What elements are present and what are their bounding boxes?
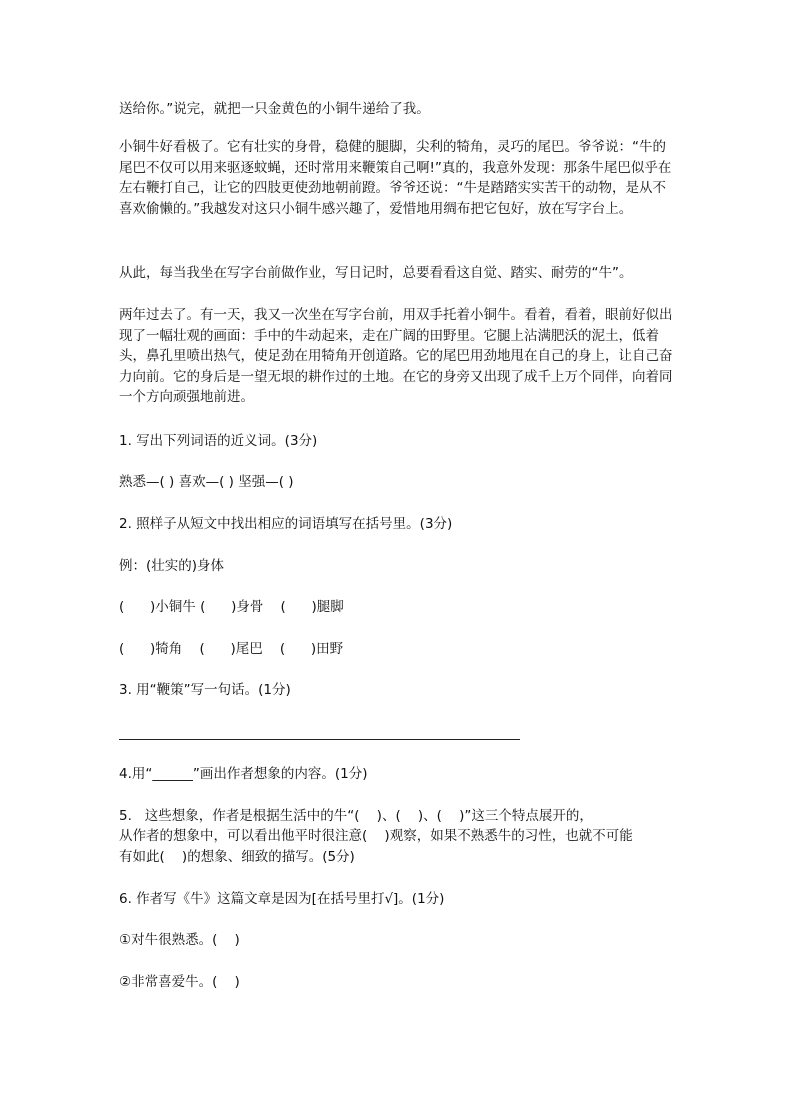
question-5-line-2: 从作者的想象中，可以看出他平时很注意( )观察，如果不熟悉牛的习性，也就不可能	[119, 828, 633, 844]
question-1-blanks[interactable]: 熟悉—( ) 喜欢—( ) 坚强—( )	[119, 474, 294, 490]
question-6: 6. 作者写《牛》这篇文章是因为[在括号里打√]。(1分)	[119, 891, 445, 907]
passage-body-2	[119, 305, 679, 408]
question-4: 4.用“______”画出作者想象的内容。(1分)	[119, 766, 368, 782]
question-2-example: 例：(壮实的)身体	[119, 558, 225, 574]
paragraph-two-years: 两年过去了。有一天，我又一次坐在写字台前，用双手托着小铜牛。看着，看着，眼前好似出现了一幅壮观的画面：手中的牛动起来，走在广阔的田野里。它腿上沾满肥沃的泥土，低着头，鼻孔里喷出热气，使足劲在用犄角开创道路。它的尾巴用劲地甩在自己的身上，让自己奋力向前。它的身后是一望无垠的耕作过的土地。在它的身旁又出现了成千上万个同伴，向着同一个方向顽强地前进。	[119, 307, 673, 405]
paragraph-from-then: 从此，每当我坐在写字台前做作业，写日记时，总要看看这自觉、踏实、耐劳的“牛”。	[119, 265, 633, 281]
question-6-option-2[interactable]: ②非常喜爱牛。( )	[119, 974, 240, 990]
passage-first-line: 送给你。”说完，就把一只金黄色的小铜牛递给了我。	[119, 101, 430, 117]
answer-line[interactable]	[119, 739, 520, 740]
question-2-row-2[interactable]: ( )犄角 ( )尾巴 ( )田野	[119, 641, 344, 657]
passage-body	[119, 137, 679, 219]
question-2: 2. 照样子从短文中找出相应的词语填写在括号里。(3分)	[119, 516, 453, 532]
question-3: 3. 用“鞭策”写一句话。(1分)	[119, 682, 291, 698]
question-6-option-1[interactable]: ①对牛很熟悉。( )	[119, 932, 240, 948]
question-5-line-1: 5. 这些想象，作者是根据生活中的牛“( )、( )、( )”这三个特点展开的，	[119, 808, 593, 824]
question-5-line-3: 有如此( )的想象、细致的描写。(5分)	[119, 849, 355, 865]
paragraph-bronze-ox: 小铜牛好看极了。它有壮实的身骨，稳健的腿脚，尖利的犄角，灵巧的尾巴。爷爷说：“牛的尾巴不仅可以用来驱逐蚊蝇，还时常用来鞭策自己啊!”真的，我意外发现：那条牛尾巴似乎在左右鞭打自己，让它的四肢更使劲地朝前蹬。爷爷还说：“牛是踏踏实实苦干的动物，是从不喜欢偷懒的。”我越发对这只小铜牛感兴趣了，爱惜地用绸布把它包好，放在写字台上。	[119, 139, 672, 217]
question-1: 1. 写出下列词语的近义词。(3分)	[119, 433, 318, 449]
question-2-row-1[interactable]: ( )小铜牛 ( )身骨 ( )腿脚	[119, 599, 344, 615]
